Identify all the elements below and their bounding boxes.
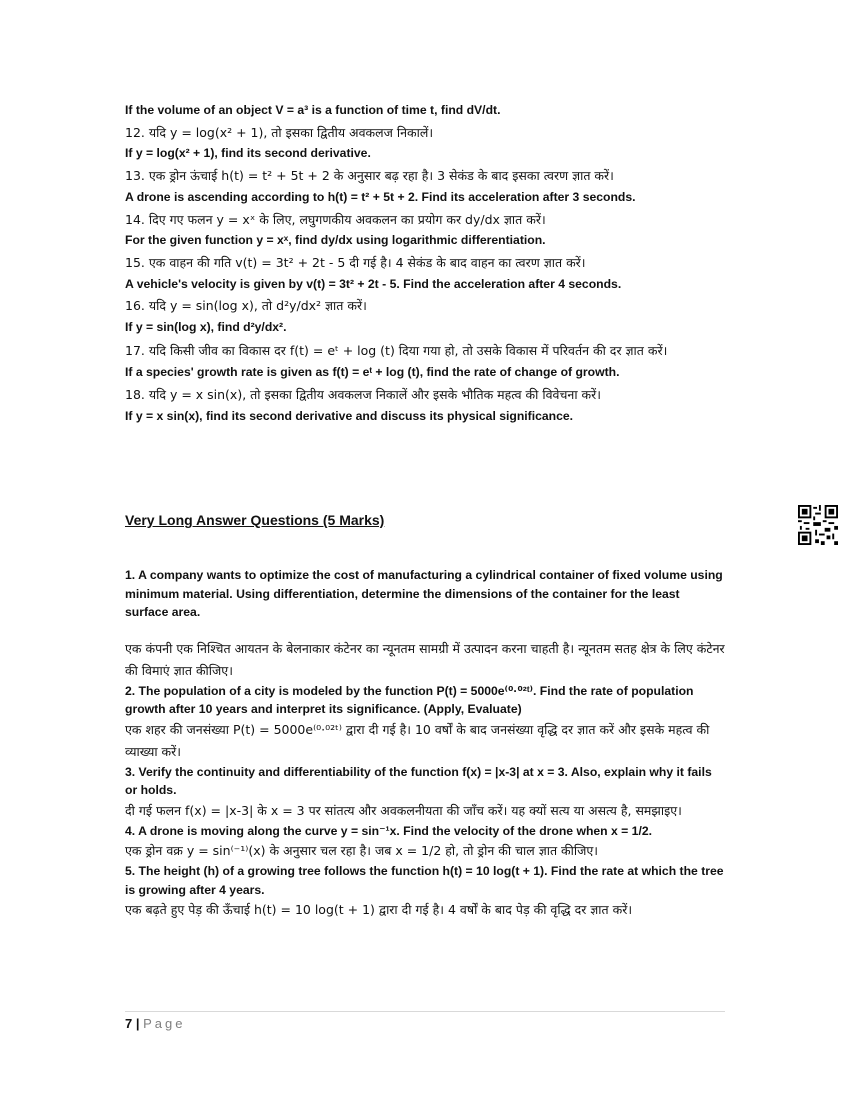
long-question-2 xyxy=(125,682,725,763)
page-number: 7 xyxy=(125,1016,133,1031)
question-line: If y = sin(log x), find d²y/dx². xyxy=(125,320,287,335)
question-line: If y = x sin(x), find its second derivative and discuss its physical significance. xyxy=(125,409,574,424)
question-line: 16. यदि y = sin(log x), तो d²y/dx² ज्ञात करें। xyxy=(125,298,367,314)
question-line: 15. एक वाहन की गति v(t) = 3t² + 2t - 5 दी गई है। 4 सेकंड के बाद वाहन का त्वरण ज्ञात करें। xyxy=(125,254,586,270)
question-line: 13. एक ड्रोन ऊंचाई h(t) = t² + 5t + 2 के अनुसार बढ़ रहा है। 3 सेकंड के बाद इसका त्वरण ज्ञात करें। xyxy=(125,168,614,184)
question-line: 17. यदि किसी जीव का विकास दर f(t) = eᵗ + log (t) दिया गया हो, तो उसके विकास में परिवर्तन की दर ज्ञात करें। xyxy=(125,342,668,358)
question-en: 3. Verify the continuity and differentiability of the function f(x) = |x-3| at x = 3. Also, explain why it fails or holds. xyxy=(125,764,712,797)
question-en: 5. The height (h) of a growing tree follows the function h(t) = 10 log(t + 1). Find the rate at which the tree is growing after 4 years. xyxy=(125,864,724,897)
long-question-3 xyxy=(125,763,725,822)
footer-divider xyxy=(125,1011,725,1012)
question-line: If y = log(x² + 1), find its second derivative. xyxy=(125,146,371,161)
question-hi: दी गई फलन f(x) = |x-3| के x = 3 पर सांतत्य और अवकलनीयता की जाँच करें। यह क्यों सत्य या असत्य है, समझाइए। xyxy=(125,802,682,818)
question-line: A vehicle's velocity is given by v(t) = 3t² + 2t - 5. Find the acceleration after 4 seconds. xyxy=(125,276,622,291)
long-question-1 xyxy=(125,566,725,682)
question-en: 2. The population of a city is modeled by the function P(t) = 5000e⁽⁰·⁰²ᵗ⁾. Find the rate of population growth after 10 years and interpret its significance. (Apply, Evaluate) xyxy=(125,683,694,716)
qr-code xyxy=(798,505,838,545)
question-hi: एक शहर की जनसंख्या P(t) = 5000e⁽⁰·⁰²ᵗ⁾ द्वारा दी गई है। 10 वर्षों के बाद जनसंख्या वृद्धि दर ज्ञात करें और इसके महत्व की व्याख्या करें। xyxy=(125,721,710,759)
question-line: 14. दिए गए फलन y = xˣ के लिए, लघुगणकीय अवकलन का प्रयोग कर dy/dx ज्ञात करें। xyxy=(125,211,546,227)
question-line: 18. यदि y = x sin(x), तो इसका द्वितीय अवकलज निकालें और इसके भौतिक महत्व की विवेचना करें। xyxy=(125,387,602,403)
question-line: 12. यदि y = log(x² + 1), तो इसका द्वितीय अवकलज निकालें। xyxy=(125,124,434,140)
question-line: If a species' growth rate is given as f(t) = eᵗ + log (t), find the rate of change of growth. xyxy=(125,364,620,379)
question-line: For the given function y = xˣ, find dy/dx using logarithmic differentiation. xyxy=(125,233,546,248)
long-question-5 xyxy=(125,862,725,921)
long-question-4 xyxy=(125,822,725,863)
page-label: Page xyxy=(143,1016,186,1031)
question-en: 4. A drone is moving along the curve y = sin⁻¹x. Find the velocity of the drone when x = 1/2. xyxy=(125,823,652,838)
footer-separator: | xyxy=(135,1016,140,1031)
question-line: A drone is ascending according to h(t) = t² + 5t + 2. Find its acceleration after 3 seconds. xyxy=(125,189,636,204)
question-line: If the volume of an object V = a³ is a function of time t, find dV/dt. xyxy=(125,103,501,117)
question-en: 1. A company wants to optimize the cost of manufacturing a cylindrical container of fixed volume using minimum material. Using differentiation, determine the dimensions of the container for the least surface area. xyxy=(125,568,723,619)
short-questions-block xyxy=(125,100,725,428)
question-hi: एक कंपनी एक निश्चित आयतन के बेलनाकार कंटेनर का न्यूनतम सामग्री में उत्पादन करना चाहती है। न्यूनतम सतह क्षेत्र के लिए कंटेनर की विमाएं ज्ञात कीजिए। xyxy=(125,640,725,678)
question-hi: एक बढ़ते हुए पेड़ की ऊँचाई h(t) = 10 log(t + 1) द्वारा दी गई है। 4 वर्षों के बाद पेड़ की वृद्धि दर ज्ञात करें। xyxy=(125,902,633,917)
long-questions-block xyxy=(125,566,725,921)
page-footer xyxy=(125,1016,186,1031)
section-heading: Very Long Answer Questions (5 Marks) xyxy=(125,512,385,528)
question-hi: एक ड्रोन वक्र y = sin⁽⁻¹⁾(x) के अनुसार चल रहा है। जब x = 1/2 हो, तो ड्रोन की चाल ज्ञात कीजिए। xyxy=(125,843,599,858)
qr-code-icon xyxy=(798,505,838,545)
